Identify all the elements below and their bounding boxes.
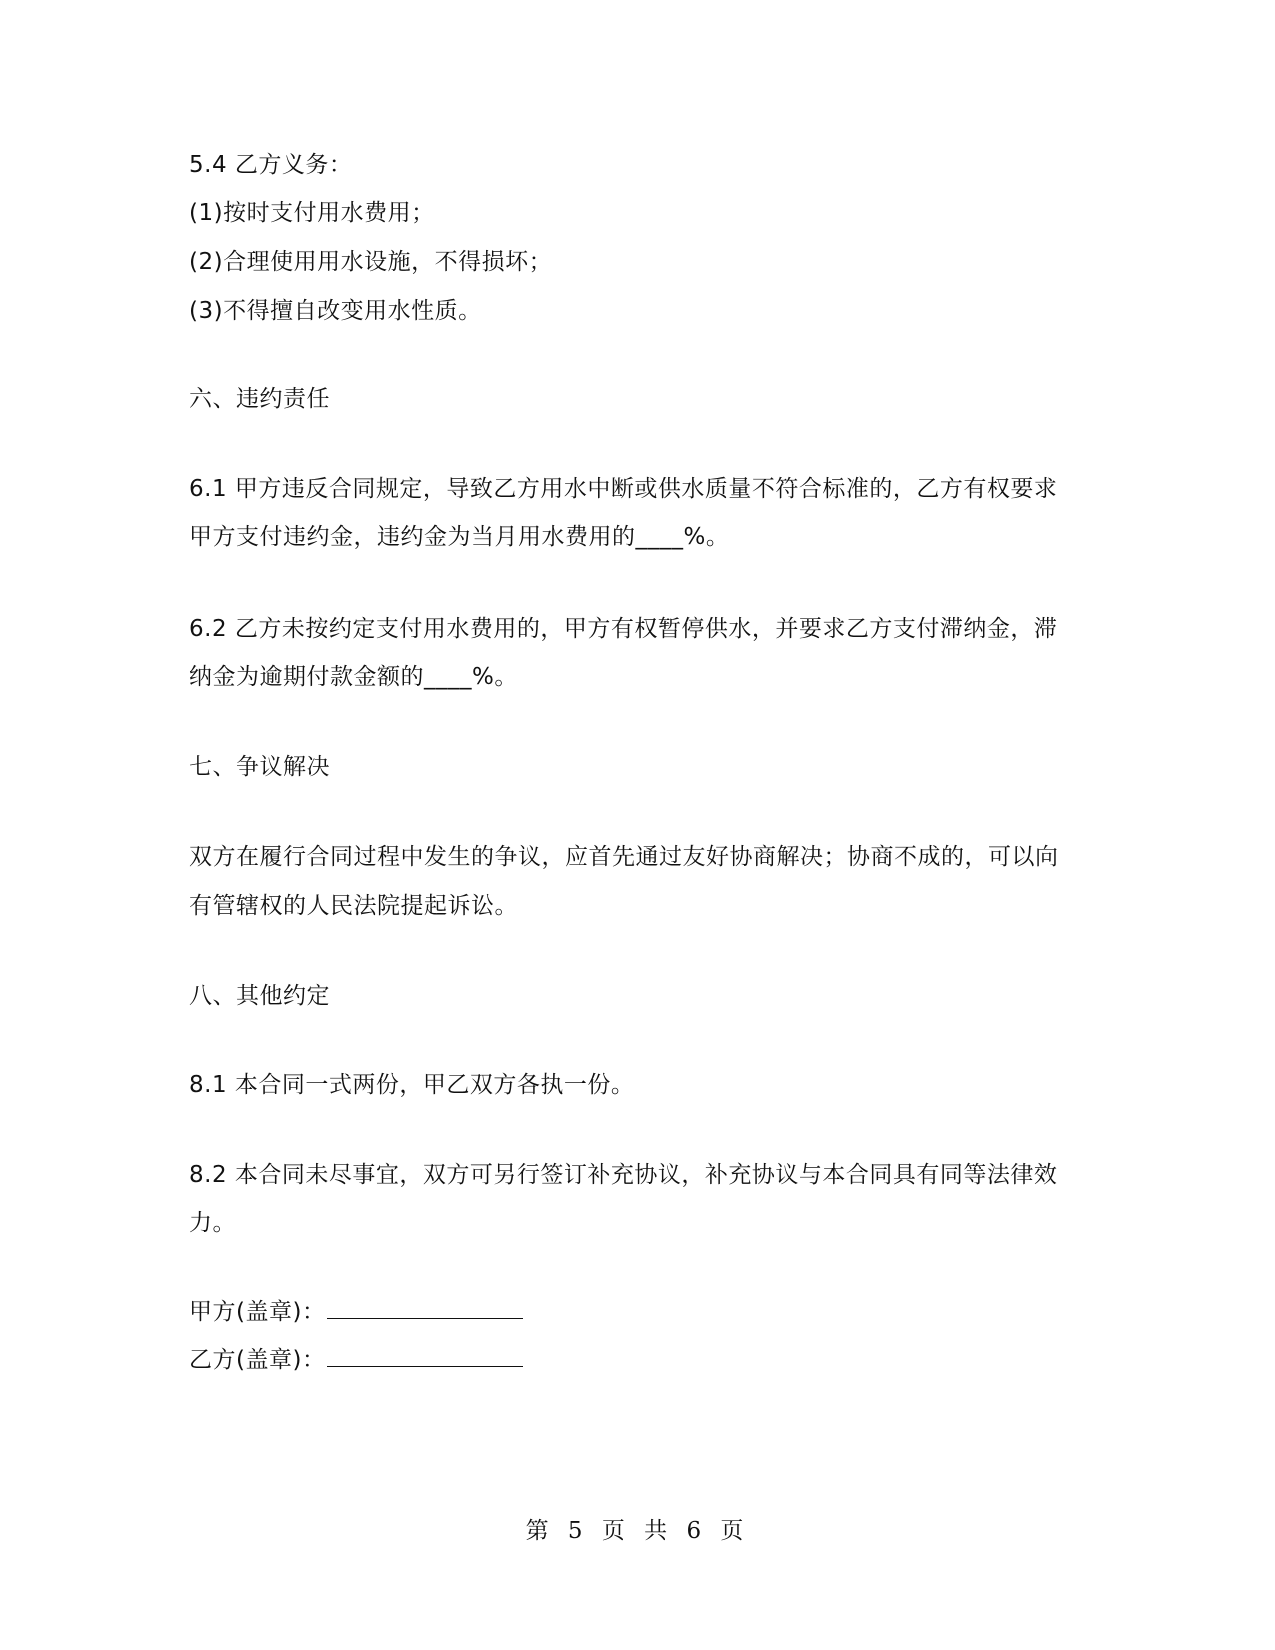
- section-8-heading: 八、其他约定: [189, 983, 330, 1009]
- page-number: 第 5 页 共 6 页: [525, 1518, 750, 1544]
- party-a-signature: [189, 1297, 523, 1327]
- clause-6-1-line-2: 甲方支付违约金，违约金为当月用水费用的____%。: [189, 524, 730, 550]
- clause-5-4-heading: 5.4 乙方义务：: [189, 152, 353, 178]
- party-b-label: 乙方(盖章)：: [189, 1347, 326, 1373]
- party-a-label: 甲方(盖章)：: [189, 1299, 326, 1325]
- clause-6-1-line-1: 6.1 甲方违反合同规定，导致乙方用水中断或供水质量不符合标准的，乙方有权要求: [189, 476, 1058, 502]
- section-7-heading: 七、争议解决: [189, 754, 330, 780]
- clause-8-1: 8.1 本合同一式两份，甲乙双方各执一份。: [189, 1072, 635, 1098]
- clause-6-2-line-2: 纳金为逾期付款金额的____%。: [189, 664, 518, 690]
- clause-6-2-line-1: 6.2 乙方未按约定支付用水费用的，甲方有权暂停供水，并要求乙方支付滞纳金，滞: [189, 616, 1058, 642]
- section-7-text-line-1: 双方在履行合同过程中发生的争议，应首先通过友好协商解决；协商不成的，可以向: [189, 844, 1059, 870]
- clause-8-2-line-2: 力。: [189, 1210, 236, 1236]
- clause-5-4-item-2: (2)合理使用用水设施，不得损坏；: [189, 249, 553, 275]
- clause-8-2-line-1: 8.2 本合同未尽事宜，双方可另行签订补充协议，补充协议与本合同具有同等法律效: [189, 1162, 1058, 1188]
- section-6-heading: 六、违约责任: [189, 386, 330, 412]
- party-b-signature: [189, 1345, 523, 1375]
- clause-5-4-item-1: (1)按时支付用水费用；: [189, 200, 435, 226]
- party-a-signature-blank: [327, 1298, 523, 1319]
- section-7-text-line-2: 有管辖权的人民法院提起诉讼。: [189, 893, 518, 919]
- clause-5-4-item-3: (3)不得擅自改变用水性质。: [189, 298, 482, 324]
- party-b-signature-blank: [327, 1346, 523, 1367]
